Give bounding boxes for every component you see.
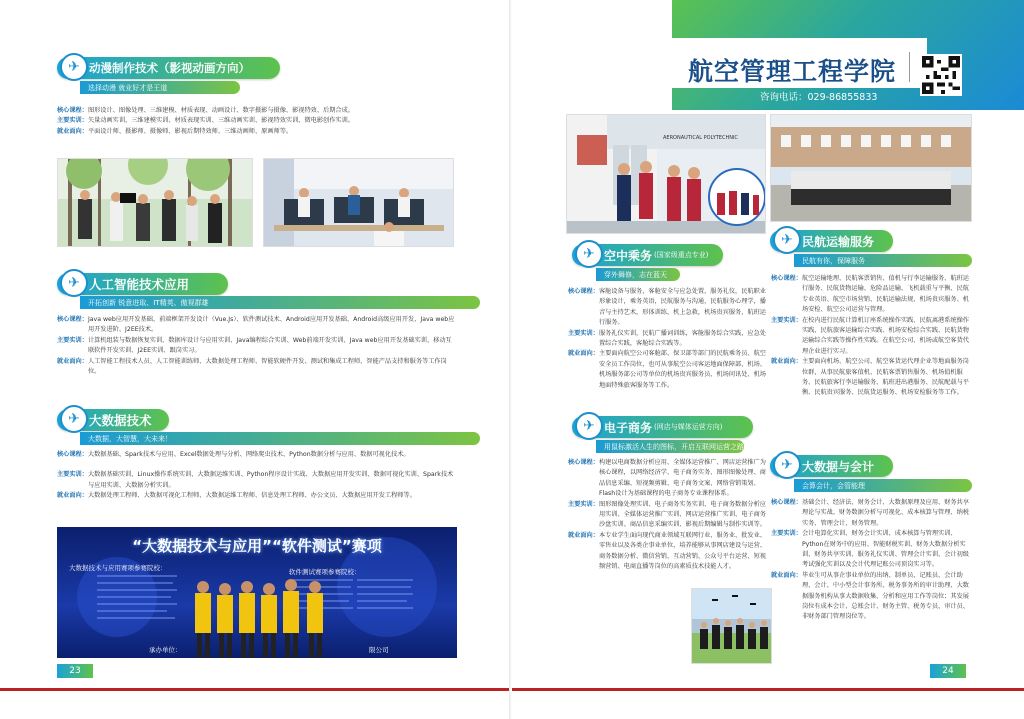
header-divider — [909, 52, 910, 82]
bigdata-title: 大数据技术 — [89, 413, 152, 428]
red-stripe — [512, 688, 1024, 691]
detail-line: 核心课程： 客舱设备与服务，客舱安全与应急处置，服务礼仪，民航职业形象设计，乘务英语，民航服务与沟通，民航服务心理学，播音与主持艺术，形体训练，机上急救，机场贵宾服务，航班运行服务。 — [568, 288, 766, 327]
detail-line: 主要实训： 服务礼仪实训，民航广播词训练，客舱服务综合实践，应急处置综合实践，客舱综合实践等。 — [568, 329, 766, 348]
detail-line: 核心课程： 大数据基础、Spark技术与应用、Excel数据处理与分析、网络爬虫技术、Python数据分析与应用、数据可视化技术。 — [57, 451, 410, 458]
anim-title: 动漫制作技术（影视动画方向） — [89, 61, 250, 75]
detail-line: 主要实训： 图形图像处理实训、电子商务实务实训、电子商务数据分析应用实训、全媒体运营推广实训、网店运营推广实训、电子商务沙盘实训、商品信息采编实训、影视后期编辑与制作实训等。 — [568, 500, 766, 529]
plane-icon: ✈ — [60, 53, 88, 81]
account-subtitle: 会算会计，会管能理 — [794, 479, 972, 492]
anim-photo-filming — [57, 158, 253, 247]
ecom-tag: (网店与媒体运营方向) — [654, 423, 723, 431]
detail-line: 主要实训： 矢量动画实训、三维建模实训、材质表现实训、三维动画实训、影视特效实训、微电影创作实训。 — [57, 117, 354, 125]
detail-line: 核心课程： 构建以电商数据分析应用、全媒体运营推广、网店运营推广为核心课程，以网络经济学、电子商务实务、图形图像处理、商品信息采编、短视频剪辑、电子商务文案、网络营销策划、Flash设计为基础课程的电子商务专业课程体系。 — [568, 459, 766, 498]
photo-sign-text: AERONAUTICAL POLYTECHNIC — [663, 135, 738, 141]
detail-line: 就业面向： 人工智能工程技术人员、人工智能训练师、大数据处理工程师、智能软硬件开发、测试和集成工程师、智能产品支持和服务等工作岗位。 — [57, 357, 447, 376]
page-number-left: 23 — [57, 664, 93, 678]
detail-line: 主要实训： 计算机组装与数据恢复实训、数据库设计与应用实训、Java编程综合实训、Web前端开发实训、Java web应用开发基础实训、移动互联软件开发实训、J2EE实训、跟岗实习。 — [57, 336, 452, 355]
contest-sponsor: 承办单位： — [149, 646, 182, 654]
phone-number: 咨询电话：029-86855833 — [760, 92, 878, 103]
plane-icon: ✈ — [773, 226, 801, 254]
ai-title: 人工智能技术应用 — [89, 277, 190, 292]
detail-line: 核心课程： 航空运输地理、民航客票销售、值机与行李运输服务、航班运行服务、民航货物运输、危险品运输、飞机载重与平衡、民航专业英语、航空市场营销、民航运输法规、机场贵宾服务、机场安检、航空公司运营与管理。 — [771, 275, 969, 314]
plane-icon: ✈ — [60, 269, 88, 297]
anim-subtitle: 选择动漫 就业好才是王道 — [80, 81, 240, 94]
detail-line: 核心课程： 图形设计、图像处理、三维建模、材质表现、动画设计、数字摄影与摄像、影视特效、后期合成。 — [57, 107, 354, 114]
account-title: 大数据与会计 — [802, 459, 875, 474]
contest-left-title: 大数据技术与应用赛项参赛院校： — [69, 564, 167, 572]
anim-details — [57, 106, 457, 137]
ai-banner — [57, 273, 228, 295]
detail-line: 核心课程： Java web应用开发基础、前端框架开发设计（Vue.Js）、软件测试技术、Android应用开发基础、Android高级应用开发、Java web应用开发进阶、J2EE技术。 — [57, 316, 455, 334]
plane-icon: ✈ — [773, 451, 801, 479]
detail-line: 就业面向： 主要面向航空公司客舱部、保卫部等部门的民航乘务员、航空安全员工作岗位，也可从事航空公司客运地面保障部、机场、机场服务部公司等单位的机场贵宾服务员、机场问讯处、机场地面特殊旅客服务等工作。 — [568, 350, 766, 389]
cabin-banner — [572, 244, 723, 266]
ecom-subtitle: 用鼠标激活人生的图标，开启互联网运营之路 — [596, 440, 744, 453]
red-stripe — [0, 688, 512, 691]
college-name: 航空管理工程学院 — [688, 57, 897, 86]
cabin-subtitle: 穿外舞修，志在蓝天 — [596, 268, 680, 281]
detail-line: 就业面向： 大数据处理工程师、大数据可视化工程师、大数据运维工程师、信息处理工程师、办公文员、大数据应用开发工程师等。 — [57, 492, 416, 500]
cabin-photo — [566, 114, 766, 234]
right-page — [512, 0, 1024, 719]
bigdata-details — [57, 450, 457, 502]
plane-icon: ✈ — [60, 405, 88, 433]
contest-right-title: 软件测试赛项参赛院校： — [289, 568, 361, 576]
detail-line: 就业面向： 主要面向机场、航空公司、航空客货运代理企业等地面服务岗位群，从事民航旅客值机、民航客票销售服务、机场值机服务、民航旅客行李运输服务、航班进出港服务、民航配载与平衡、民航贵宾服务、民航货运服务、机场安检服务等工作。 — [771, 358, 969, 397]
plane-icon: ✈ — [575, 240, 603, 268]
ai-subtitle: 开拓创新 锐意进取、IT精英、傲视群雄 — [80, 296, 480, 309]
ecom-banner — [572, 416, 753, 438]
plane-icon: ✈ — [575, 412, 603, 440]
cabin-title: 空中乘务 — [604, 248, 653, 263]
detail-line: 主要实训： 会计电算化实训、财务会计实训、成本核算与管理实训、Python在财务中的应用、智能财税实训、财务大数据分析实训、财务共享实训、服务礼仪实训、管理会计实训、会计初级考试强化实训以及会计代理记账公司顶岗实习等。 — [771, 530, 969, 569]
ai-details — [57, 315, 457, 377]
detail-line: 主要实训： 大数据基础实训、Linux操作系统实训、大数据运维实训、Python程序设计实战、大数据应用开发实训、数据可视化实训、Spark技术与应用实训、大数据分析实训。 — [57, 471, 454, 489]
civil-subtitle: 民航有你，保障服务 — [794, 254, 972, 267]
contest-banner-text: “大数据技术与应用”“软件测试”赛项 — [132, 537, 382, 555]
detail-line: 主要实训： 在校内进行民航计算机订座系统操作实践、民航离港系统操作实践、民航旅客运输综合实践、机场安检综合实践、民航货物运输综合实践等操作性实践。在航空公司、机场或航空客货代理企业进行实习。 — [771, 316, 969, 355]
anim-banner — [57, 57, 280, 79]
detail-line: 就业面向： 平面设计师、摄影师、摄像师、影视后期特效师、三维动画师、原画师等。 — [57, 127, 293, 135]
contest-sponsor-tail: 限公司 — [369, 646, 389, 654]
detail-line: 核心课程： 基础会计、经济法、财务会计、大数据原理及应用、财务共享理论与实战、财务数据分析与可视化、成本核算与管理、纳税实务、管理会计、财务管理。 — [771, 499, 969, 527]
anim-photo-classroom — [263, 158, 454, 247]
detail-line: 就业面向： 本专业学生面向现代商业领域互联网行业、服务业、批发业、零售业以及各类企事业单位，培养能够从事网店建设与运营、商务数据分析、微信营销、互动营销、公众号平台运营、短视频营销、电商直播等岗位的高素质技术技能人才。 — [568, 531, 766, 571]
detail-line: 就业面向： 毕业生可从事企事业单位的出纳、制单员、记账员、会计助理、会计、中小型会计事务所、税务事务所的审计助理、大数据服务机构从事大数据收集、分析和应用工作等岗位；其发展岗位有成本会计、总账会计、财务主管、税务专员、审计员、非财务部门管理岗位等。 — [771, 571, 969, 621]
ecom-title: 电子商务 — [604, 420, 653, 435]
civil-details — [771, 274, 971, 399]
page-number-right: 24 — [930, 664, 966, 678]
civil-title: 民航运输服务 — [802, 234, 875, 249]
ecom-details — [568, 458, 768, 572]
group-photo — [770, 114, 972, 222]
account-banner — [770, 455, 893, 477]
graduation-photo — [691, 588, 772, 664]
civil-banner — [770, 230, 893, 252]
contest-photo — [57, 527, 457, 658]
bigdata-subtitle: 大数据，大智慧，大未来！ — [80, 432, 480, 445]
cabin-tag: (国家级重点专业) — [654, 251, 709, 259]
account-details — [771, 498, 971, 623]
qr-code[interactable] — [920, 54, 962, 96]
bigdata-banner — [57, 409, 169, 431]
cabin-details — [568, 287, 768, 391]
